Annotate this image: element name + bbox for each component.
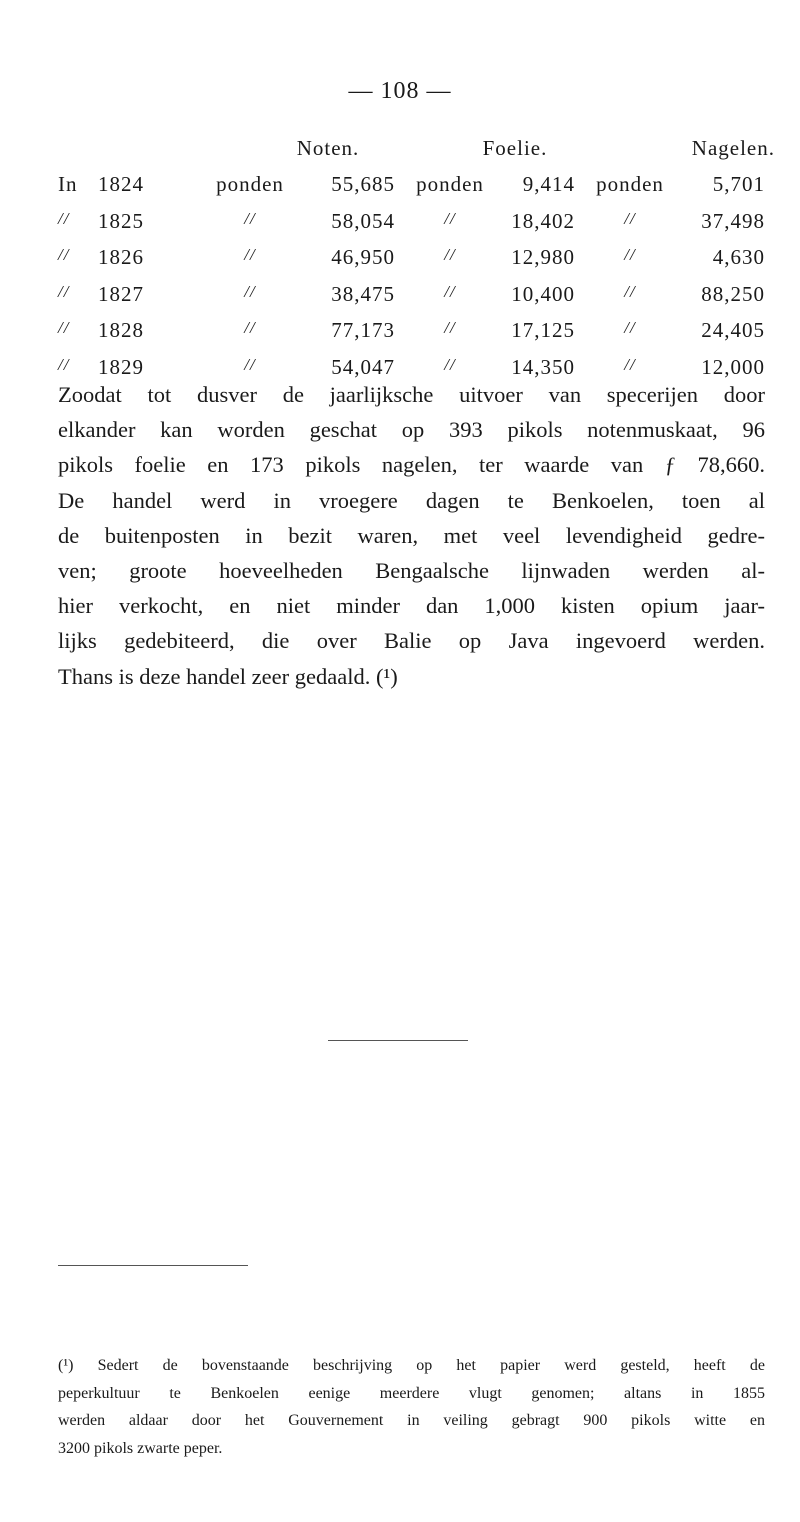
table-row (0, 318, 800, 355)
paragraph-line: pikols foelie en 173 pikols nagelen, ter waarde van ƒ 78,660. (58, 452, 765, 478)
row-unit-nagelen: // (624, 245, 636, 265)
table-row (0, 282, 800, 319)
row-unit-nagelen: // (624, 208, 636, 228)
row-value-noten: 38,475 (331, 281, 395, 306)
row-value-foelie: 17,125 (511, 318, 575, 343)
row-value-foelie: 18,402 (511, 208, 575, 233)
spice-export-table (0, 136, 800, 392)
row-value-nagelen: 88,250 (701, 281, 765, 306)
table-header-row (0, 136, 800, 172)
row-unit-nagelen: // (624, 318, 636, 338)
paragraph-line: De handel werd in vroegere dagen te Benkoelen, toen al (58, 487, 765, 513)
paragraph-line: elkander kan worden geschat op 393 pikols notenmuskaat, 96 (58, 417, 765, 443)
row-unit-noten: // (244, 208, 256, 228)
footnote-line: (¹) Sedert de bovenstaande beschrijving op het papier werd gesteld, heeft de (58, 1357, 765, 1374)
paragraph-line: hier verkocht, en niet minder dan 1,000 kisten opium jaar- (58, 593, 765, 619)
row-value-foelie: 14,350 (511, 354, 575, 379)
main-paragraph (58, 377, 765, 694)
row-unit-noten: // (244, 245, 256, 265)
row-unit-foelie: // (444, 208, 456, 228)
row-unit-nagelen: // (624, 281, 636, 301)
row-year: 1824 (98, 172, 144, 196)
row-year: 1825 (98, 208, 144, 233)
paragraph-line: de buitenposten in bezit waren, met veel levendigheid gedre- (58, 522, 765, 548)
row-value-foelie: 10,400 (511, 281, 575, 306)
row-unit-foelie: // (444, 354, 456, 374)
row-unit-nagelen: ponden (596, 172, 664, 196)
table-row (0, 209, 800, 246)
row-value-nagelen: 24,405 (701, 318, 765, 343)
row-value-nagelen: 5,701 (712, 172, 765, 196)
row-value-nagelen: 37,498 (701, 208, 765, 233)
row-prefix: // (58, 318, 70, 338)
footnote-line: werden aldaar door het Gouvernement in veiling gebragt 900 pikols witte en (58, 1412, 765, 1429)
row-value-noten: 55,685 (331, 172, 395, 196)
row-prefix: // (58, 354, 70, 374)
table-row (0, 245, 800, 282)
row-prefix: // (58, 281, 70, 301)
footnote-line: peperkultuur te Benkoelen eenige meerdere vlugt genomen; altans in 1855 (58, 1384, 765, 1402)
row-prefix: // (58, 245, 70, 265)
row-value-foelie: 12,980 (511, 245, 575, 270)
row-unit-foelie: ponden (416, 172, 484, 196)
footnote-line: 3200 pikols zwarte peper. (58, 1439, 223, 1457)
row-value-nagelen: 4,630 (712, 245, 765, 270)
section-divider (328, 1040, 468, 1041)
row-year: 1829 (98, 354, 144, 379)
paragraph-line: Zoodat tot dusver de jaarlijksche uitvoer van specerijen door (58, 382, 765, 407)
row-prefix: In (58, 172, 78, 196)
row-unit-foelie: // (444, 281, 456, 301)
row-value-noten: 54,047 (331, 354, 395, 379)
paragraph-line: lijks gedebiteerd, die over Balie op Java ingevoerd werden. (58, 628, 765, 654)
row-unit-nagelen: // (624, 354, 636, 374)
table-row (0, 172, 800, 209)
paragraph-line: ven; groote hoeveelheden Bengaalsche lijnwaden werden al- (58, 558, 765, 584)
row-unit-noten: // (244, 354, 256, 374)
row-year: 1827 (98, 281, 144, 306)
row-unit-noten: // (244, 281, 256, 301)
footnote (58, 1352, 765, 1462)
row-value-noten: 77,173 (331, 318, 395, 343)
footnote-rule (58, 1265, 248, 1266)
page-number: — 108 — (348, 78, 452, 104)
row-year: 1828 (98, 318, 144, 343)
row-unit-foelie: // (444, 318, 456, 338)
row-value-noten: 46,950 (331, 245, 395, 270)
row-value-noten: 58,054 (331, 208, 395, 233)
row-value-nagelen: 12,000 (701, 354, 765, 379)
header-nagelen: Nagelen. (691, 136, 775, 160)
header-noten: Noten. (296, 136, 360, 160)
row-unit-noten: // (244, 318, 256, 338)
paragraph-line: Thans is deze handel zeer gedaald. (¹) (58, 663, 398, 689)
header-foelie: Foelie. (482, 136, 548, 160)
row-year: 1826 (98, 245, 144, 270)
row-unit-foelie: // (444, 245, 456, 265)
row-value-foelie: 9,414 (522, 172, 575, 196)
row-prefix: // (58, 208, 70, 228)
row-unit-noten: ponden (216, 172, 284, 196)
